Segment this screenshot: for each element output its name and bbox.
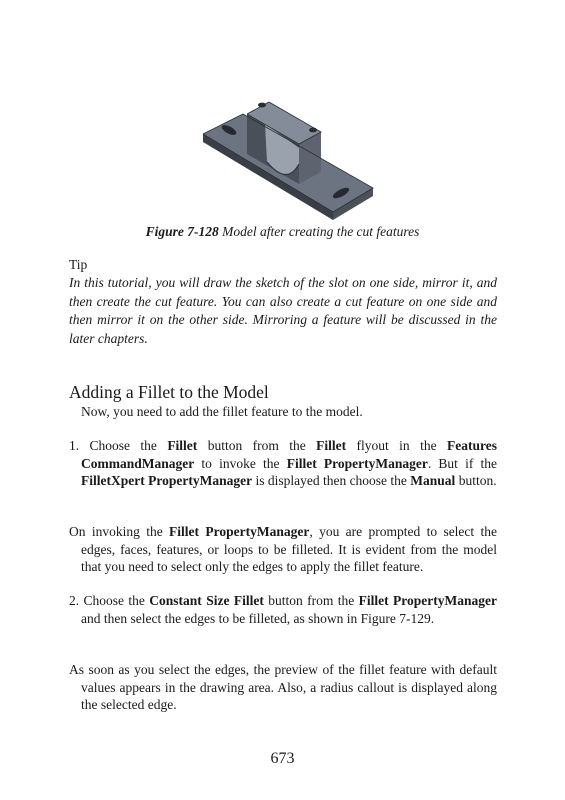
- figure-caption-text: Model after creating the cut features: [222, 224, 420, 239]
- figure-label: Figure 7-128: [145, 224, 219, 239]
- section-intro: Now, you need to add the fillet feature to the model.: [81, 404, 363, 419]
- step-2: 2. Choose the Constant Size Fillet button from the Fillet PropertyManager and then select the edges to be filleted, as shown in Figure 7-129.: [69, 593, 497, 626]
- tip-text: In this tutorial, you will draw the sketch of the slot on one side, mirror it, and then create the cut feature. You can also create a cut feature on one side and then mirror it on the other side. Mirroring a feature will be discussed in the later chapters.: [69, 275, 497, 346]
- tip-label: Tip: [69, 257, 88, 272]
- section-heading: Adding a Fillet to the Model: [69, 382, 269, 402]
- paragraph-preview: As soon as you select the edges, the preview of the fillet feature with default values appears in the drawing area. Also, a radius callout is displayed along the selected edge.: [69, 662, 497, 712]
- figure-caption: [0, 224, 565, 240]
- page-number: 673: [270, 750, 295, 767]
- top-hole-left: [258, 103, 266, 108]
- top-hole-right: [309, 128, 317, 133]
- model-figure: [195, 90, 375, 222]
- paragraph-invoking: On invoking the Fillet PropertyManager, you are prompted to select the edges, faces, features, or loops to be filleted. It is evident from the model that you need to select only the edges to apply the fillet feature.: [69, 524, 498, 574]
- step-1: 1. Choose the Fillet button from the Fillet flyout in the Features CommandManager to invoke the Fillet PropertyManager. But if the FilletXpert PropertyManager is displayed then choose the Manual button.: [69, 438, 497, 488]
